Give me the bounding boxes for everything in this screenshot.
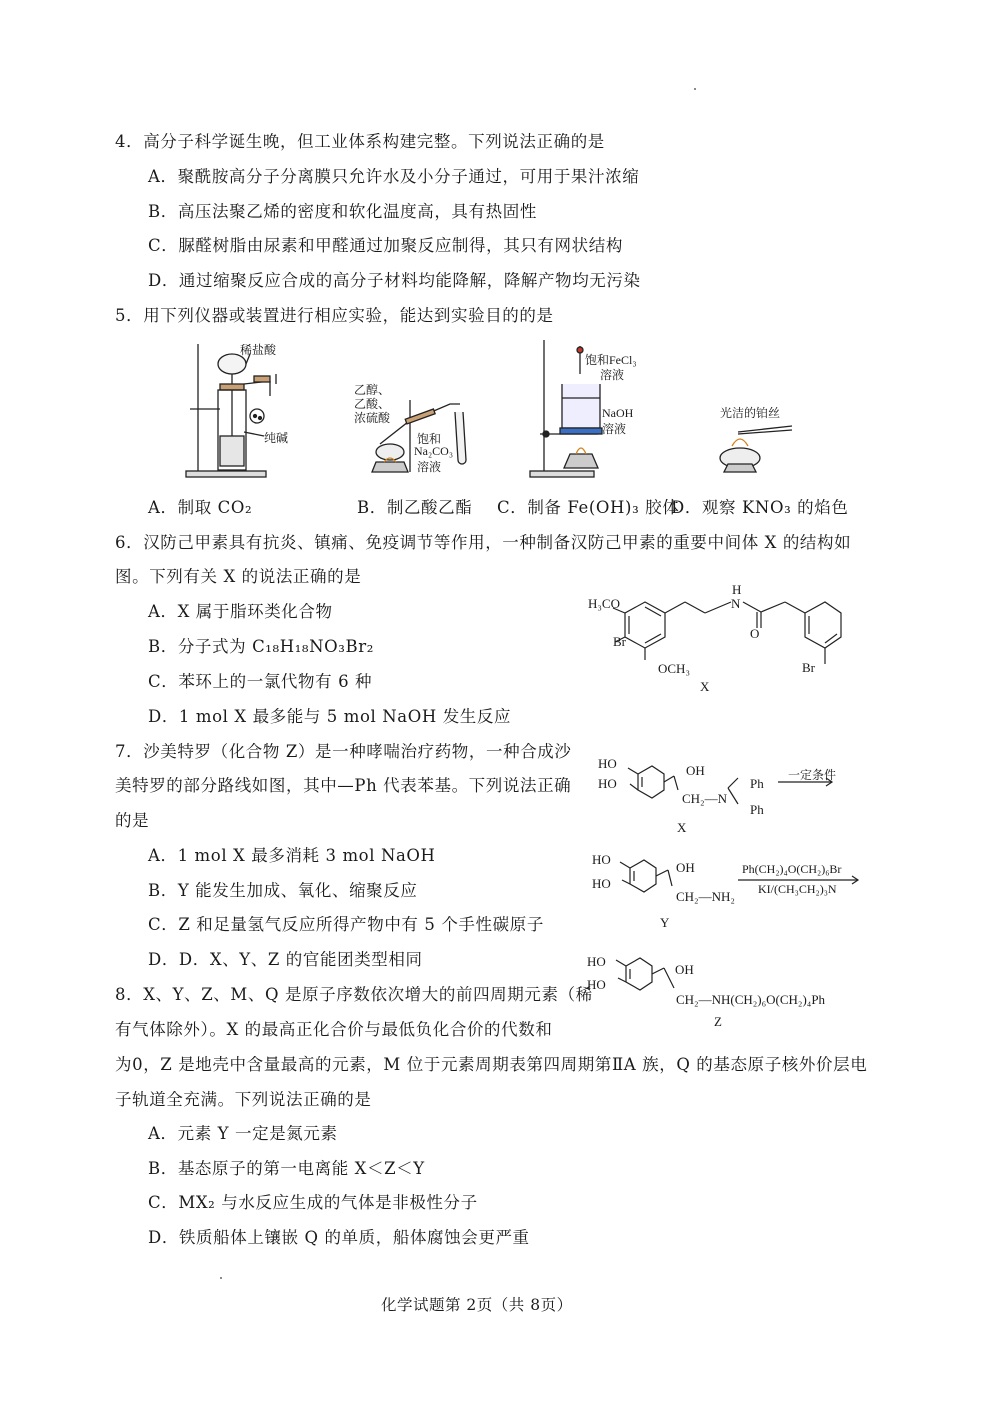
label-soda-ash: 纯碱 — [264, 431, 289, 445]
z-chain: CH₂—NH(CH₂)₆O(CH₂)₄Ph — [676, 992, 826, 1007]
condition-2-bottom: KI/(CH₃CH₂)₃N — [758, 882, 837, 896]
q6-option-c: C．苯环上的一氯代物有 6 种 — [148, 672, 373, 691]
label-platinum-wire: 光洁的铂丝 — [720, 406, 781, 420]
label-naoh: NaOH — [602, 406, 634, 420]
y-ho-1: HO — [592, 852, 611, 867]
q4-option-a: A．聚酰胺高分子分离膜只允许水及小分子通过，可用于果汁浓缩 — [148, 167, 640, 186]
x-nh-h: H — [732, 582, 742, 597]
q5-option-c: C．制备 Fe(OH)₃ 胶体 — [497, 498, 680, 517]
q6-option-b: B．分子式为 C₁₈H₁₈NO₃Br₂ — [148, 637, 374, 656]
q8-option-c: C．MX₂ 与水反应生成的气体是非极性分子 — [148, 1193, 478, 1212]
q6-option-a: A．X 属于脂环类化合物 — [148, 602, 333, 621]
q5-option-d: D．观察 KNO₃ 的焰色 — [671, 498, 849, 517]
y-ho-2: HO — [592, 876, 611, 891]
q7-option-c: C．Z 和足量氢气反应所得产物中有 5 个手性碳原子 — [148, 915, 544, 934]
q7-stem-line3: 的是 — [115, 811, 150, 830]
x-br-left: Br — [613, 634, 626, 649]
q6-stem-line2: 图。下列有关 X 的说法正确的是 — [115, 567, 362, 586]
q4-stem: 4．高分子科学诞生晚，但工业体系构建完整。下列说法正确的是 — [115, 132, 605, 151]
q6-stem-line1: 6．汉防己甲素具有抗炎、镇痛、免疫调节等作用，一种制备汉防己甲素的重要中间体 X 的结构如 — [115, 533, 852, 552]
q4-option-b: B．高压法聚乙烯的密度和软化温度高，具有热固性 — [148, 202, 537, 221]
x-och3: OCH₃ — [658, 661, 690, 676]
x-ph-2: Ph — [750, 802, 764, 817]
z-ho-1: HO — [587, 954, 606, 969]
label-sulfuric-acid: 浓硫酸 — [354, 411, 391, 425]
q8-stem-line4: 子轨道全充满。下列说法正确的是 — [115, 1090, 372, 1109]
y-chain: CH₂—NH₂ — [676, 889, 735, 904]
q8-option-a: A．元素 Y 一定是氮元素 — [148, 1124, 338, 1143]
label-fecl3: 饱和FeCl₃ — [585, 353, 637, 367]
q7-option-d: D．D．X、Y、Z 的官能团类型相同 — [148, 950, 423, 969]
page-footer: 化学试题第 2页（共 8页） — [381, 1296, 573, 1314]
q8-stem-line1: 8．X、Y、Z、M、Q 是原子序数依次增大的前四周期元素（稀 — [115, 985, 593, 1004]
q7-stem-line1: 7．沙美特罗（化合物 Z）是一种哮喘治疗药物，一种合成沙 — [115, 742, 572, 761]
label-saturated: 饱和 — [417, 432, 442, 446]
y-oh: OH — [676, 860, 695, 875]
x-br-right: Br — [802, 660, 815, 675]
q4-option-d: D．通过缩聚反应合成的高分子材料均能降解，降解产物均无污染 — [148, 271, 641, 290]
q6-option-d: D．1 mol X 最多能与 5 mol NaOH 发生反应 — [148, 707, 512, 726]
q8-option-d: D．铁质船体上镶嵌 Q 的单质，船体腐蚀会更严重 — [148, 1228, 530, 1247]
x-oh: OH — [686, 763, 705, 778]
q8-option-b: B．基态原子的第一电离能 X＜Z＜Y — [148, 1159, 425, 1178]
condition-2-top: Ph(CH₂)₄O(CH₂)₆Br — [742, 862, 842, 876]
q8-stem-line3: 为0，Z 是地壳中含量最高的元素，M 位于元素周期表第四周期第ⅡA 族，Q 的基态原子核外价层电 — [115, 1055, 868, 1074]
x-name: X — [700, 679, 710, 694]
label-dilute-hcl: 稀盐酸 — [240, 343, 277, 357]
x-h3co: H₃CO — [588, 596, 620, 611]
scheme-label-x: X — [677, 820, 687, 835]
label-acetic-acid: 乙酸、 — [354, 397, 391, 411]
q5-option-b: B．制乙酸乙酯 — [357, 498, 473, 517]
x-chain: CH₂—N — [682, 791, 727, 806]
scheme-label-y: Y — [660, 915, 670, 930]
label-solution-b: 溶液 — [417, 460, 442, 474]
q5-stem: 5．用下列仪器或装置进行相应实验，能达到实验目的的是 — [115, 306, 554, 325]
q8-stem-line2: 有气体除外）。X 的最高正化合价与最低负化合价的代数和 — [115, 1020, 553, 1039]
x-ph-1: Ph — [750, 776, 764, 791]
q4-option-c: C．脲醛树脂由尿素和甲醛通过加聚反应制得，其只有网状结构 — [148, 236, 623, 255]
x-carbonyl-o: O — [750, 626, 760, 641]
q7-option-a: A．1 mol X 最多消耗 3 mol NaOH — [148, 846, 436, 865]
x-nh-n: N — [731, 596, 741, 611]
label-ethanol: 乙醇、 — [354, 383, 391, 397]
q7-option-b: B．Y 能发生加成、氧化、缩聚反应 — [148, 881, 418, 900]
label-solution-c1: 溶液 — [600, 368, 625, 382]
q7-stem-line2: 美特罗的部分路线如图，其中—Ph 代表苯基。下列说法正确 — [115, 776, 572, 795]
q5-option-a: A．制取 CO₂ — [148, 498, 253, 517]
condition-1: 一定条件 — [788, 768, 837, 782]
flame-test-diagram — [706, 420, 806, 480]
scheme-label-z: Z — [714, 1014, 722, 1029]
x-ho-1: HO — [598, 756, 617, 771]
label-solution-c2: 溶液 — [602, 422, 627, 436]
z-oh: OH — [675, 962, 694, 977]
x-ho-2: HO — [598, 776, 617, 791]
z-ho-2: HO — [587, 977, 606, 992]
label-na2co3: Na₂CO₃ — [414, 444, 454, 458]
